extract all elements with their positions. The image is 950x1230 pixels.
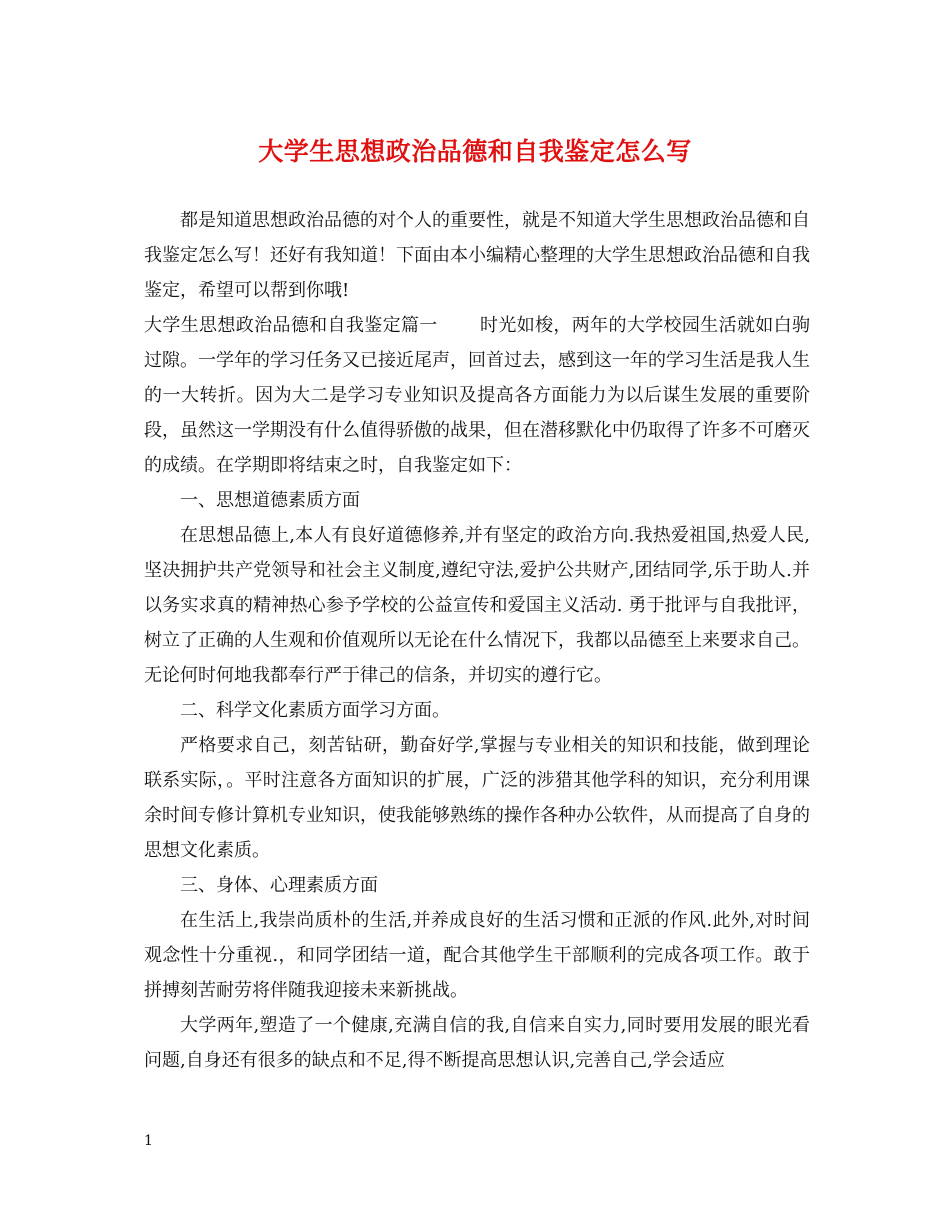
heading-science-culture: 二、科学文化素质方面学习方面。 (180, 700, 450, 721)
page-number: 1 (144, 1133, 153, 1149)
heading-moral-quality: 一、思想道德素质方面 (180, 490, 360, 511)
paragraph-body-mind: 在生活上,我崇尚质朴的生活,并养成良好的生活习惯和正派的作风.此外,对时间观念性十分重视.，和同学团结一道，配合其他学生干部顺利的完成各项工作。敢于拼搏刻苦耐劳将伴随我迎接未来新挑战。 (144, 910, 810, 1001)
heading-body-mind: 三、身体、心理素质方面 (180, 875, 378, 896)
document-body (144, 203, 810, 1078)
paragraph-moral-quality: 在思想品德上,本人有良好道德修养,并有坚定的政治方向.我热爱祖国,热爱人民,坚决拥护共产党领导和社会主义制度,遵纪守法,爱护公共财产,团结同学,乐于助人.并以务实求真的精神热心参予学校的公益宣传和爱国主义活动. 勇于批评与自我批评，树立了正确的人生观和价值观所以无论在什么情况下，我都以品德至上来要求自己。无论何时何地我都奉行严于律己的信条，并切实的遵行它。 (144, 525, 810, 686)
section-first-text: 时光如梭，两年的大学校园生活就如白驹过隙。一学年的学习任务又已接近尾声，回首过去，感到这一年的学习生活是我人生的一大转折。因为大二是学习专业知识及提高各方面能力为以后谋生发展的重要阶段，虽然这一学期没有什么值得骄傲的战果，但在潜移默化中仍取得了许多不可磨灭的成绩。在学期即将结束之时，自我鉴定如下： (144, 315, 811, 476)
intro-paragraph: 都是知道思想政治品德的对个人的重要性，就是不知道大学生思想政治品德和自我鉴定怎么写！还好有我知道！下面由本小编精心整理的大学生思想政治品德和自我鉴定，希望可以帮到你哦! (144, 210, 810, 301)
document-title: 大学生思想政治品德和自我鉴定怎么写 (258, 137, 692, 166)
paragraph-summary: 大学两年,塑造了一个健康,充满自信的我,自信来自实力,同时要用发展的眼光看问题,自身还有很多的缺点和不足,得不断提高思想认识,完善自己,学会适应 (144, 1015, 810, 1071)
section-heading: 大学生思想政治品德和自我鉴定篇一 (144, 315, 438, 336)
paragraph-science-culture: 严格要求自己，刻苦钻研，勤奋好学,掌握与专业相关的知识和技能，做到理论联系实际，。平时注意各方面知识的扩展，广泛的涉猎其他学科的知识，充分利用课余时间专修计算机专业知识，使我能够熟练的操作各种办公软件，从而提高了自身的思想文化素质。 (144, 735, 810, 861)
section-paragraph (144, 308, 810, 483)
